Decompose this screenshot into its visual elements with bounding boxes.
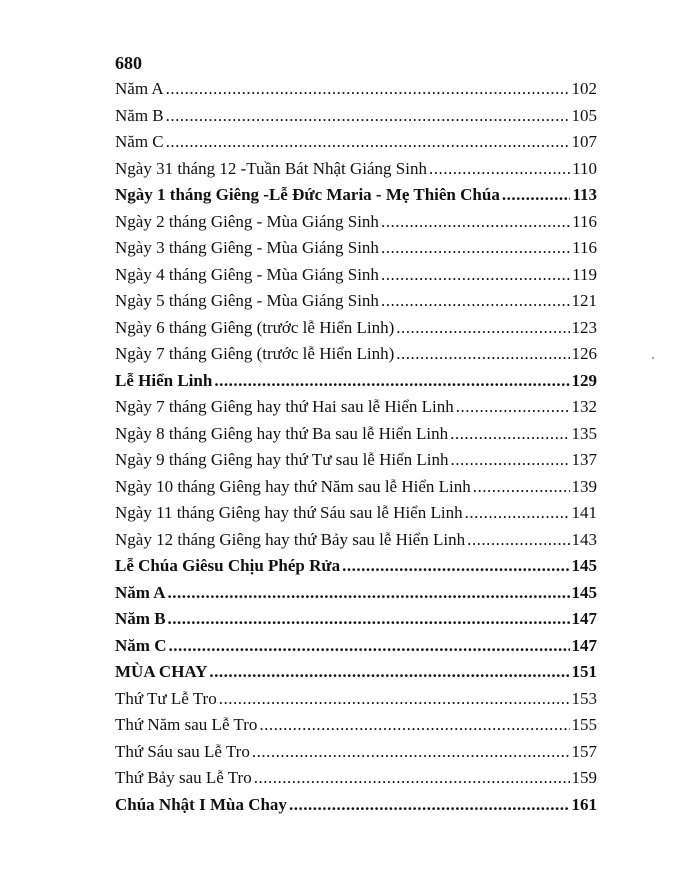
scan-speck	[652, 357, 654, 359]
toc-entry	[115, 765, 597, 792]
toc-entry	[115, 712, 597, 739]
toc-entry-page: 141	[571, 503, 597, 522]
toc-entry-title: Năm B	[115, 105, 164, 125]
toc-entry-title: Lễ Hiển Linh	[115, 370, 213, 390]
toc-dot-leader	[381, 288, 570, 315]
toc-entry	[115, 209, 597, 236]
toc-dot-leader	[252, 739, 570, 766]
toc-entry-page: 119	[572, 264, 597, 284]
toc-entry-page: 123	[571, 317, 597, 337]
toc-entry	[115, 394, 597, 421]
toc-page	[115, 52, 597, 818]
toc-entry	[115, 288, 597, 315]
toc-entry-page: 157	[571, 741, 597, 761]
toc-entry	[115, 103, 597, 130]
toc-entry	[115, 527, 597, 554]
toc-entry	[115, 262, 597, 289]
toc-entry-page: 145	[571, 582, 597, 602]
page-number: 680	[115, 53, 142, 73]
toc-entry-title: Thứ Tư Lễ Tro	[115, 688, 217, 708]
toc-entry	[115, 553, 597, 580]
toc-entry-title: Ngày 9 tháng Giêng hay thứ Tư sau lễ Hiển Linh	[115, 450, 449, 469]
toc-dot-leader	[473, 474, 570, 501]
toc-entry-page: 159	[571, 768, 597, 787]
toc-entry-title: Ngày 12 tháng Giêng hay thứ Bảy sau lễ Hiển Linh	[115, 529, 466, 549]
toc-dot-leader	[254, 765, 570, 792]
toc-entry-page: 153	[571, 688, 597, 708]
toc-entry-title: MÙA CHAY	[115, 662, 208, 681]
toc-entry	[115, 447, 597, 474]
toc-entry-page: 161	[571, 794, 597, 814]
toc-entry	[115, 421, 597, 448]
toc-entry	[115, 580, 597, 607]
toc-entry-page: 147	[571, 609, 597, 628]
toc-entry-page: 116	[572, 238, 597, 257]
toc-dot-leader	[168, 606, 570, 633]
toc-dot-leader	[342, 553, 569, 580]
toc-entry-page: 135	[571, 423, 597, 443]
toc-entry-page: 116	[572, 211, 597, 231]
toc-entry-title: Thứ Sáu sau Lễ Tro	[115, 741, 250, 761]
toc-entry-title: Năm A	[115, 79, 164, 98]
toc-entry-title: Lễ Chúa Giêsu Chịu Phép Rửa	[115, 556, 341, 575]
toc-dot-leader	[465, 500, 570, 527]
toc-entry-title: Năm C	[115, 132, 164, 151]
toc-dot-leader	[381, 209, 570, 236]
toc-entry	[115, 182, 597, 209]
toc-dot-leader	[456, 394, 570, 421]
toc-entry-title: Ngày 4 tháng Giêng - Mùa Giáng Sinh	[115, 264, 379, 284]
toc-entry-page: 143	[571, 529, 597, 549]
toc-dot-leader	[209, 659, 569, 686]
toc-entry-title: Ngày 10 tháng Giêng hay thứ Năm sau lễ Hiển Linh	[115, 476, 471, 496]
toc-entry-page: 132	[571, 397, 597, 416]
toc-entry-title: Năm B	[115, 609, 166, 628]
toc-entry-page: 102	[571, 79, 597, 98]
toc-entry-title: Ngày 31 tháng 12 -Tuần Bát Nhật Giáng Sinh	[115, 158, 427, 178]
toc-entry-title: Ngày 7 tháng Giêng (trước lễ Hiển Linh)	[115, 344, 395, 363]
toc-entry-title: Ngày 1 tháng Giêng -Lễ Đức Maria - Mẹ Thiên Chúa	[115, 185, 500, 204]
toc-dot-leader	[166, 76, 570, 103]
toc-entry	[115, 129, 597, 156]
toc-entry-title: Thứ Năm sau Lễ Tro	[115, 715, 258, 734]
toc-entry-title: Ngày 6 tháng Giêng (trước lễ Hiển Linh)	[115, 317, 395, 337]
toc-dot-leader	[219, 686, 570, 713]
toc-entry-title: Ngày 2 tháng Giêng - Mùa Giáng Sinh	[115, 211, 379, 231]
toc-entry	[115, 633, 597, 660]
toc-entry-page: 107	[571, 132, 597, 151]
toc-dot-leader	[467, 527, 569, 554]
toc-dot-leader	[259, 712, 569, 739]
toc-entry	[115, 739, 597, 766]
toc-entry-title: Năm A	[115, 582, 166, 602]
toc-entry-title: Ngày 8 tháng Giêng hay thứ Ba sau lễ Hiển Linh	[115, 423, 449, 443]
toc-dot-leader	[381, 235, 570, 262]
toc-entry-title: Năm C	[115, 635, 167, 655]
toc-entry-page: 126	[571, 344, 597, 363]
toc-entry-page: 121	[571, 291, 597, 310]
toc-entry-page: 147	[571, 635, 597, 655]
toc-entry-title: Ngày 11 tháng Giêng hay thứ Sáu sau lễ Hiển Linh	[115, 503, 463, 522]
toc-dot-leader	[450, 421, 569, 448]
toc-entry-page: 145	[571, 556, 597, 575]
toc-entry	[115, 792, 597, 819]
toc-dot-leader	[168, 580, 570, 607]
toc-entry	[115, 659, 597, 686]
toc-dot-leader	[214, 368, 569, 395]
toc-entry-page: 155	[571, 715, 597, 734]
toc-entry	[115, 606, 597, 633]
toc-entry-page: 110	[572, 158, 597, 178]
toc-entry-title: Ngày 7 tháng Giêng hay thứ Hai sau lễ Hiển Linh	[115, 397, 454, 416]
toc-dot-leader	[166, 103, 570, 130]
toc-entry-title: Chúa Nhật I Mùa Chay	[115, 794, 287, 814]
toc-entry	[115, 500, 597, 527]
toc-entry-title: Ngày 5 tháng Giêng - Mùa Giáng Sinh	[115, 291, 379, 310]
toc-dot-leader	[289, 792, 570, 819]
toc-dot-leader	[168, 633, 569, 660]
toc-entry	[115, 156, 597, 183]
toc-dot-leader	[396, 341, 569, 368]
toc-entry	[115, 686, 597, 713]
toc-entry	[115, 315, 597, 342]
toc-entry	[115, 76, 597, 103]
toc-dot-leader	[396, 315, 569, 342]
toc-entry-title: Ngày 3 tháng Giêng - Mùa Giáng Sinh	[115, 238, 379, 257]
toc-dot-leader	[166, 129, 570, 156]
table-of-contents	[115, 76, 597, 818]
toc-entry-page: 113	[572, 185, 597, 204]
toc-entry-title: Thứ Bảy sau Lễ Tro	[115, 768, 252, 787]
toc-dot-leader	[502, 182, 571, 209]
toc-entry-page: 137	[571, 450, 597, 469]
toc-entry-page: 151	[571, 662, 597, 681]
toc-entry-page: 139	[571, 476, 597, 496]
toc-dot-leader	[429, 156, 570, 183]
toc-entry	[115, 474, 597, 501]
toc-entry	[115, 368, 597, 395]
toc-entry	[115, 235, 597, 262]
toc-entry-page: 129	[571, 370, 597, 390]
toc-entry	[115, 341, 597, 368]
toc-entry-page: 105	[571, 105, 597, 125]
toc-dot-leader	[381, 262, 570, 289]
toc-dot-leader	[451, 447, 570, 474]
